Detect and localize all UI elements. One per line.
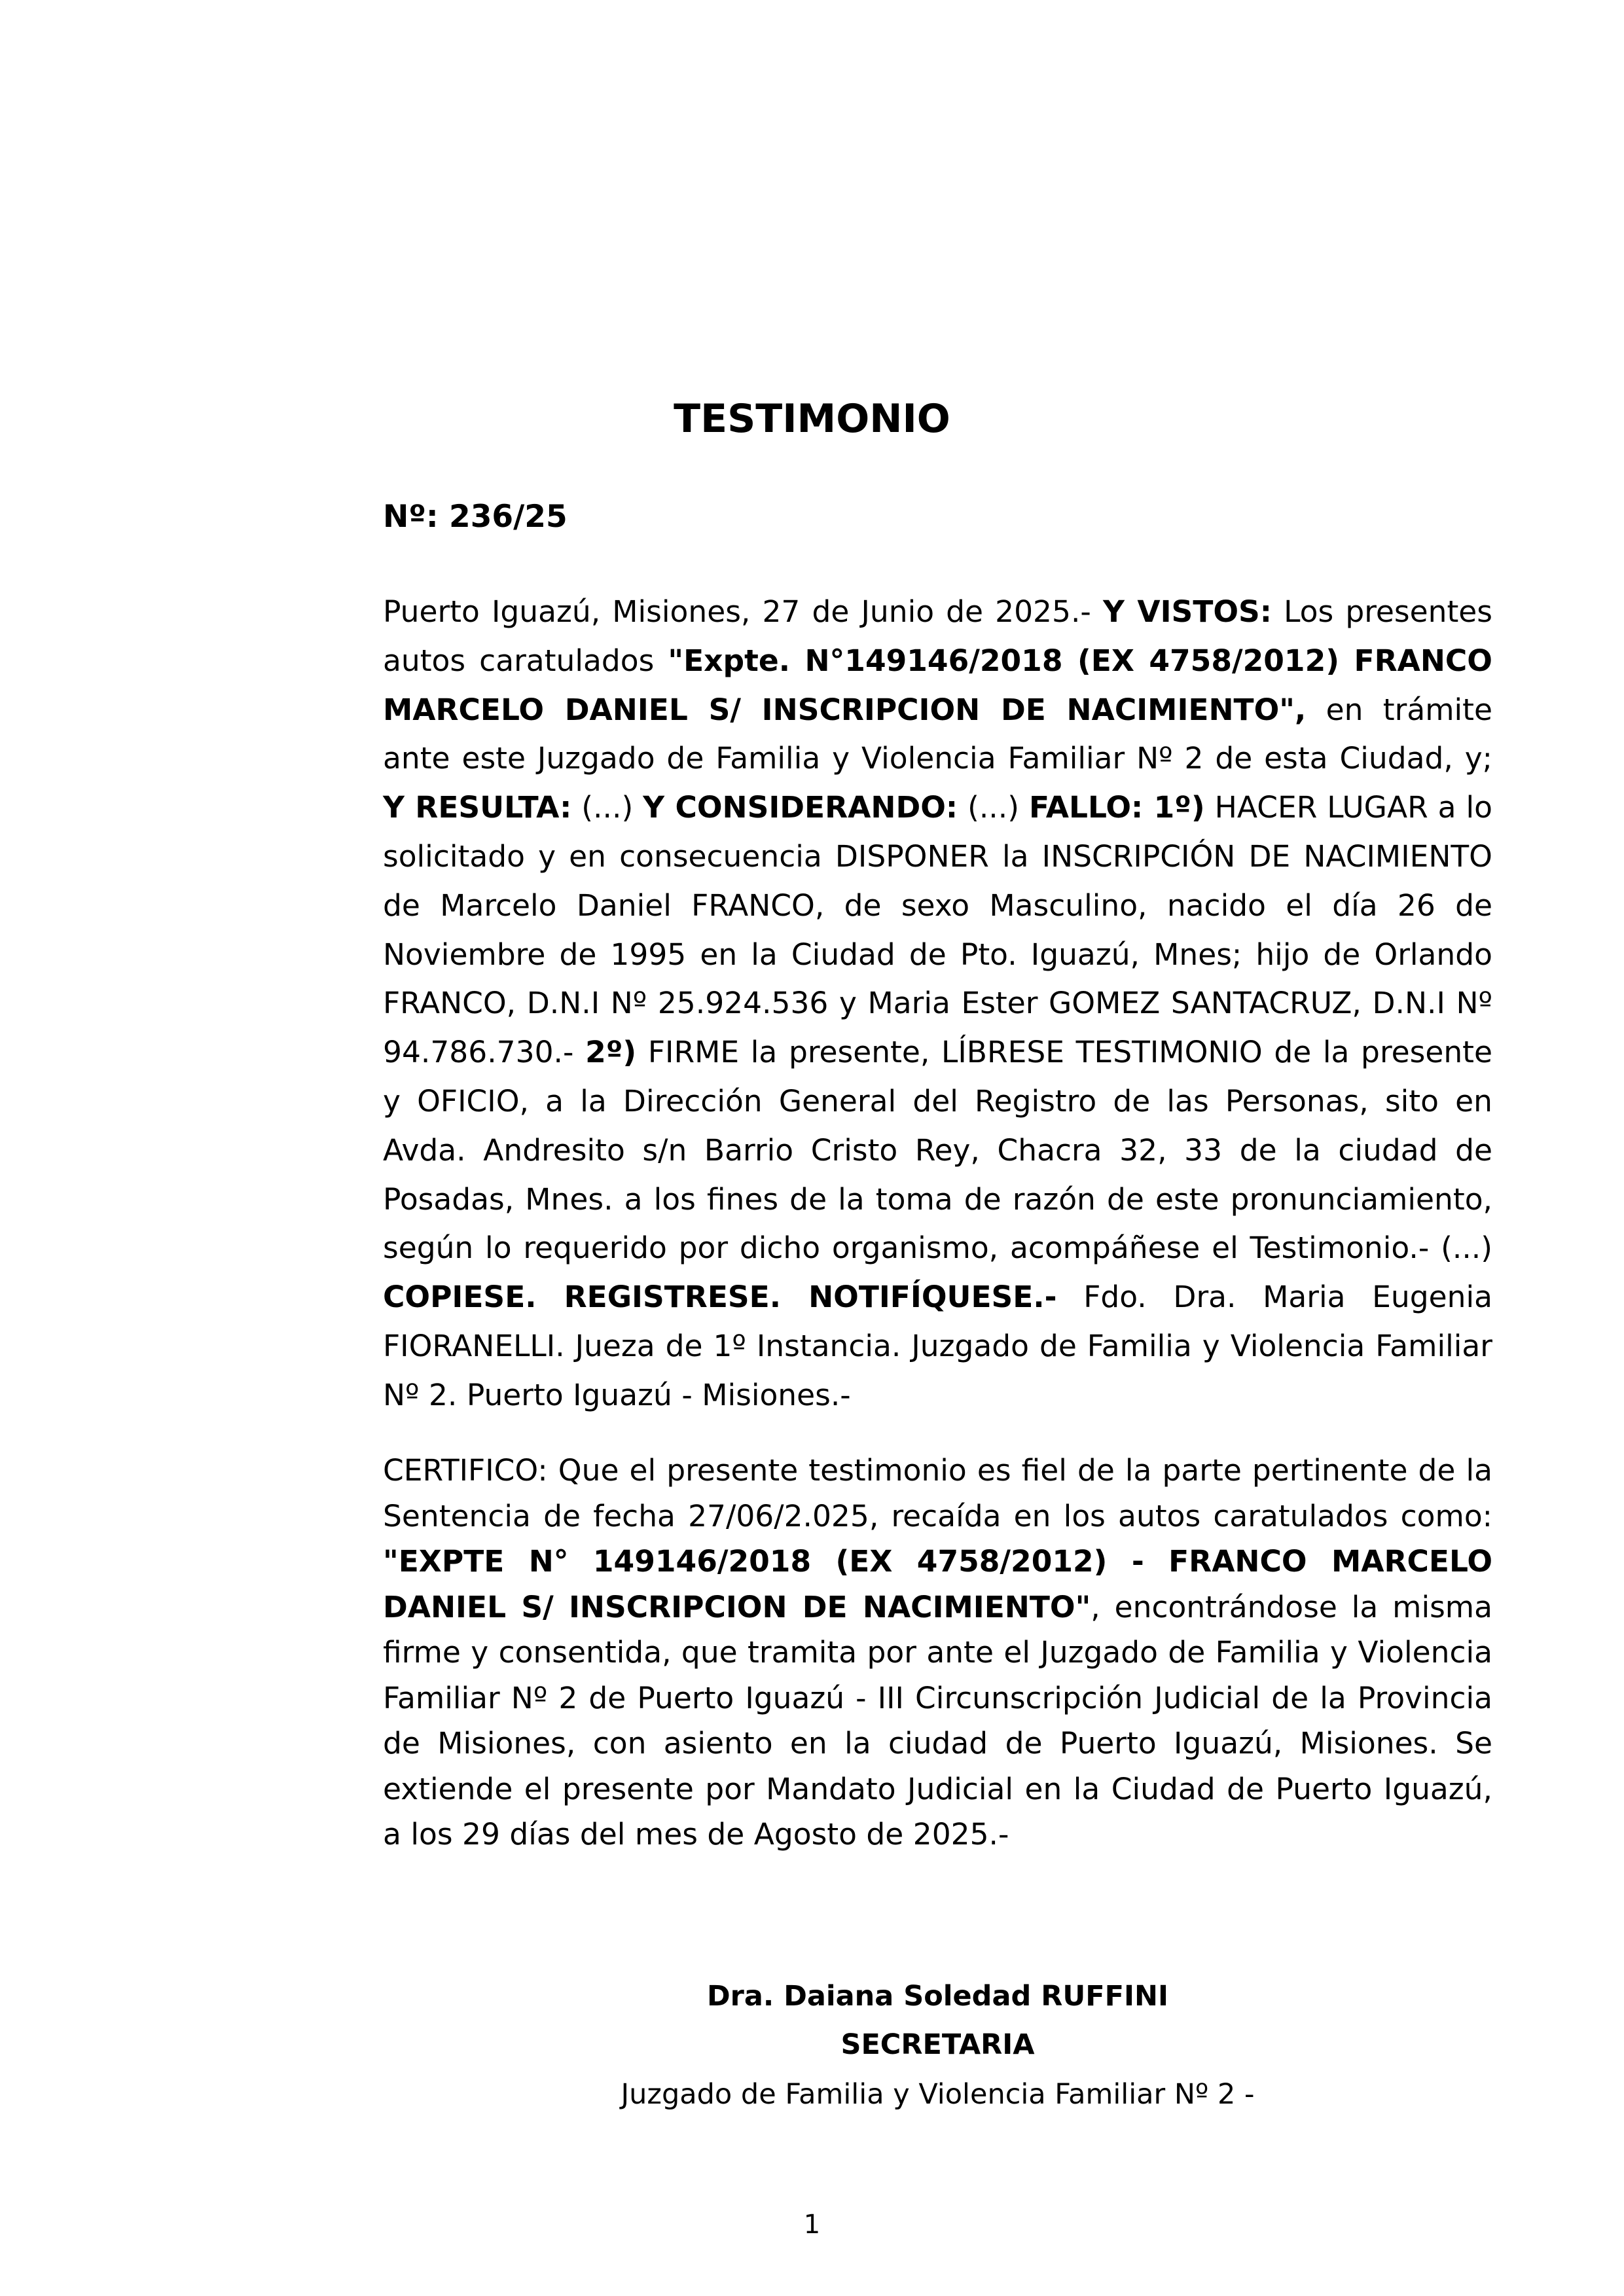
- document-title: TESTIMONIO: [674, 396, 950, 442]
- signer-name: Dra. Daiana Soledad RUFFINI: [706, 1980, 1168, 2013]
- document-number: Nº: 236/25: [383, 499, 568, 535]
- certification-segment: "EXPTE N° 149146/2018 (EX 4758/2012) - FRANCO MARCELO DANIEL S/ INSCRIPCION DE NACIMIENTO": [383, 1544, 1492, 1624]
- ruling-segment: Y VISTOS:: [1102, 594, 1272, 629]
- ruling-segment: HACER LUGAR a lo solicitado y en consecuencia DISPONER la INSCRIPCIÓN DE NACIMIENTO de Marcelo Daniel FRANCO, de sexo Masculino, nacido el día 26 de Noviembre de 1995 en la Ciudad de Pto. Iguazú, Mnes; hijo de Orlando FRANCO, D.N.I Nº 25.924.536 y Maria Ester GOMEZ SANTACRUZ, D.N.I Nº 94.786.730.-: [383, 790, 1492, 1070]
- certification-segment: CERTIFICO: Que el presente testimonio es fiel de la parte pertinente de la Sentencia de fecha 27/06/2.025, recaída en los autos caratulados como:: [383, 1453, 1492, 1534]
- signer-court: Juzgado de Familia y Violencia Familiar Nº 2 -: [621, 2078, 1255, 2111]
- ruling-segment: Fdo. Dra. Maria Eugenia FIORANELLI. Jueza de 1º Instancia. Juzgado de Familia y Violencia Familiar Nº 2. Puerto Iguazú - Misiones.-: [383, 1280, 1492, 1412]
- ruling-paragraph: [383, 588, 1492, 1420]
- certification-paragraph: [383, 1448, 1492, 1857]
- ruling-segment: 2º): [585, 1035, 637, 1070]
- ruling-segment: en trámite ante este Juzgado de Familia y Violencia Familiar Nº 2 de esta Ciudad, y;: [383, 692, 1493, 776]
- signer-role: SECRETARIA: [840, 2028, 1035, 2061]
- ruling-segment: (...): [958, 790, 1029, 825]
- ruling-segment: Y CONSIDERANDO:: [643, 790, 958, 825]
- page-number: 1: [803, 2210, 821, 2240]
- ruling-segment: FALLO: 1º): [1028, 790, 1205, 825]
- ruling-segment: COPIESE. REGISTRESE. NOTIFÍQUESE.-: [383, 1280, 1057, 1315]
- certification-segment: , encontrándose la misma firme y consentida, que tramita por ante el Juzgado de Familia y Violencia Familiar Nº 2 de Puerto Iguazú - III Circunscripción Judicial de la Provincia de Misiones, con asiento en la ciudad de Puerto Iguazú, Misiones. Se extiende el presente por Mandato Judicial en la Ciudad de Puerto Iguazú, a los 29 días del mes de Agosto de 2025.-: [383, 1589, 1492, 1852]
- ruling-segment: Puerto Iguazú, Misiones, 27 de Junio de 2025.-: [383, 594, 1103, 629]
- ruling-segment: Los presentes autos caratulados: [383, 594, 1492, 678]
- ruling-segment: FIRME la presente, LÍBRESE TESTIMONIO de la presente y OFICIO, a la Dirección General del Registro de las Personas, sito en Avda. Andresito s/n Barrio Cristo Rey, Chacra 32, 33 de la ciudad de Posadas, Mnes. a los fines de la toma de razón de este pronunciamiento, según lo requerido por dicho organismo, acompáñese el Testimonio.- (...): [383, 1035, 1493, 1266]
- ruling-segment: (...): [571, 790, 643, 825]
- ruling-segment: Y RESULTA:: [383, 790, 572, 825]
- ruling-segment: "Expte. N°149146/2018 (EX 4758/2012) FRANCO MARCELO DANIEL S/ INSCRIPCION DE NACIMIENTO",: [383, 643, 1492, 727]
